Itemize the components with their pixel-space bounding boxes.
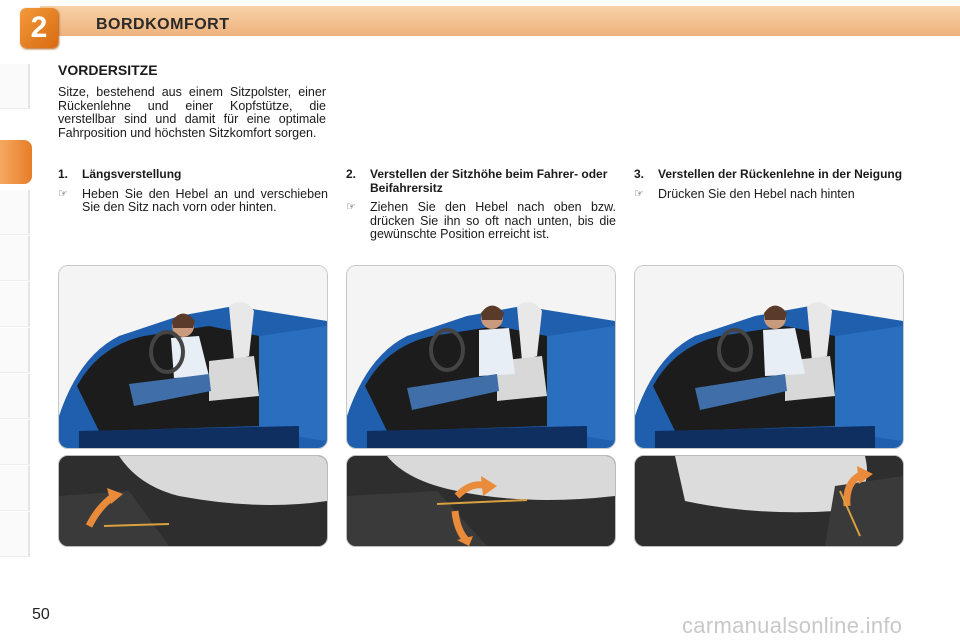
pointing-hand-icon: ☞ [634, 187, 644, 200]
step-text: Heben Sie den Hebel an und verschieben Sie den Sitz nach vorn oder hinten. [82, 186, 328, 214]
chapter-tab-9[interactable] [0, 466, 30, 511]
chapter-tab-6[interactable] [0, 328, 30, 373]
pointing-hand-icon: ☞ [58, 187, 68, 200]
seat-lever-detail-3 [634, 455, 904, 547]
step-title: Verstellen der Sitzhöhe beim Fahrer- oder Beifahrersitz [370, 167, 608, 195]
page-header [0, 0, 960, 44]
chapter-tab-10[interactable] [0, 512, 30, 557]
seat-lever-detail-2 [346, 455, 616, 547]
chapter-tab-1[interactable] [0, 64, 30, 109]
section-intro: Sitze, bestehend aus einem Sitzpolster, einer Rückenlehne und einer Kopfstütze, die verstellbar sind und damit für eine optimale Fahrposition und höchsten Sitzkomfort sorgen. [58, 85, 326, 140]
chapter-tab-5[interactable] [0, 282, 30, 327]
step-title: Längsverstellung [82, 167, 182, 181]
chapter-tab-4[interactable] [0, 236, 30, 281]
step-text: Drücken Sie den Hebel nach hinten [658, 186, 855, 201]
step-number: 3. [634, 167, 645, 181]
step-title: Verstellen der Rückenlehne in der Neigung [658, 167, 903, 181]
page-number: 50 [32, 606, 50, 623]
step-2 [346, 168, 616, 242]
chapter-badge: 2 [20, 8, 58, 48]
pointing-hand-icon: ☞ [346, 201, 356, 213]
car-seat-photo-3 [634, 265, 904, 449]
watermark: carmanualsonline.info [682, 613, 903, 638]
car-seat-photo-2 [346, 265, 616, 449]
seat-lever-detail-1 [58, 455, 328, 547]
chapter-tab-2-active[interactable] [0, 140, 32, 184]
chapter-tab-3[interactable] [0, 190, 30, 235]
car-seat-photo-1 [58, 265, 328, 449]
chapter-tab-8[interactable] [0, 420, 30, 465]
chapter-tabs [0, 64, 34, 574]
step-text: Ziehen Sie den Hebel nach oben bzw. drücken Sie ihn so oft nach unten, bis die gewünschte Position erreicht ist. [370, 200, 616, 241]
chapter-tab-7[interactable] [0, 374, 30, 419]
step-1 [58, 168, 328, 215]
step-number: 2. [346, 167, 357, 181]
chapter-title: BORDKOMFORT [96, 16, 230, 33]
step-number: 1. [58, 167, 69, 181]
section-title: VORDERSITZE [58, 62, 158, 78]
step-3 [634, 168, 904, 201]
